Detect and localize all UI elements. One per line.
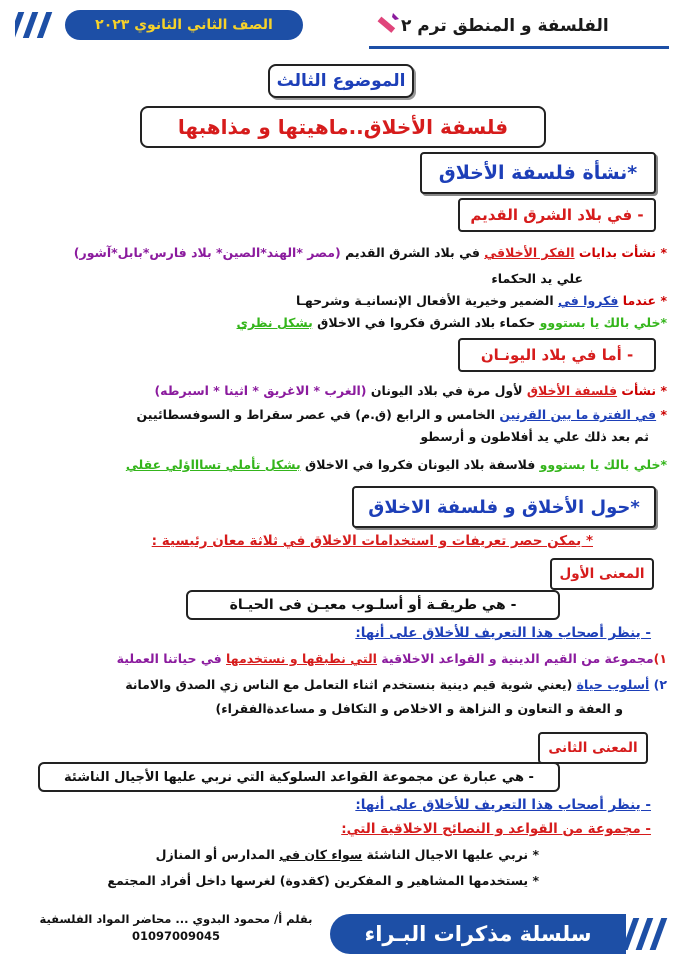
section2-intro: * يمكن حصر تعريفات و استخدامات الاخلاق في ثلاثة معان رئيسية : [151,533,593,549]
meaning1-definition: - هي طريقـة أو أسلـوب معيـن فى الحيـاة [186,590,560,620]
meaning1-view: - ينظر أصحاب هذا التعريف للأخلاق على أنها: [355,625,651,641]
east-line-1: * نشأت بدايات الفكر الأخلاقي في بلاد الشرق القديم (مصر *الهند*الصين* بلاد فارس*بابل*آشور) [73,245,667,260]
greek-line-2: * في الفترة ما بين القرنين الخامس و الرابع (ق.م) في عصر سقراط و السوفسطائيين [136,407,667,422]
east-line-3: * عندما فكروا في الضمير وخيرية الأفعال الإنسانيـة وشرحهـا [295,293,667,308]
topic-title: فلسفة الأخلاق..ماهيتها و مذاهبها [140,106,546,148]
east-heading: - في بلاد الشرق القديم [458,198,656,232]
east-line-2: علي يد الحكماء [491,271,583,286]
greek-line-4: *خلي بالك يا بستووو فلاسفة بلاد اليونان فكروا في الاخلاق بشكل تأملي تساااؤلي عقلي [125,457,667,472]
grade-pill: الصف الثاني الثانوي ٢٠٢٣ [65,10,303,40]
meaning1-label: المعنى الأول [550,558,654,590]
east-line-4: *خلي بالك يا بستووو حكماء بلاد الشرق فكروا في الاخلاق بشكل نظري [236,315,667,330]
greek-line-1: * نشأت فلسفة الأخلاق لأول مرة في بلاد اليونان (الغرب * الاغريق * اثينا * اسبرطه) [154,383,667,398]
topic-label: الموضوع الثالث [268,64,414,98]
header-subject [369,6,669,49]
footer-phone: 01097009045 [131,929,221,943]
meaning2-label: المعنى الثانى [538,732,648,764]
meaning1-point1: ١)مجموعة من القيم الدينية و القواعد الاخلاقية التي نطبقها و نستخدمها في حياتنا العملية [116,651,667,666]
section1-heading: *نشأة فلسفة الأخلاق [420,152,656,194]
decorative-stripes-icon [15,10,65,40]
meaning2-bullet1: * نربي عليها الاجيال الناشئة سواء كان في المدارس أو المنازل [155,847,539,862]
pencil-icon [375,11,401,41]
greek-heading: - أما في بلاد اليونـان [458,338,656,372]
series-banner: سلسلة مذكرات البـراء [330,914,626,954]
meaning2-definition: - هي عبارة عن مجموعة القواعد السلوكية التي نربي عليها الأجيال الناشئة [38,762,560,792]
meaning2-view: - ينظر أصحاب هذا التعريف للأخلاق على أنها: [355,797,651,813]
meaning1-point2: ٢) أسلوب حياة (يعني شوية قيم دينية بنستخدم اثناء التعامل مع الناس زي الصدق والامانة [125,677,667,692]
decorative-stripes-icon [626,916,670,952]
meaning1-point3: و العفة و التعاون و النزاهة و الاخلاص و التكافل و مساعدةالفقراء) [215,701,623,716]
header-grade [8,8,303,42]
meaning2-sub: - مجموعة من القواعد و النصائح الاخلاقية التي: [341,821,651,837]
footer-author: بقلم أ/ محمود البدوي ... محاضر المواد الفلسفية 01097009045 [26,912,326,943]
section2-heading: *حول الأخلاق و فلسفة الاخلاق [352,486,656,528]
subject-title: الفلسفة و المنطق ترم ٢ [401,16,609,36]
footer-series [330,912,670,956]
meaning2-bullet2: * يستخدمها المشاهير و المفكرين (كقدوة) لغرسها داخل أفراد المجتمع [107,873,539,888]
greek-line-3: ثم بعد ذلك علي يد أفلاطون و أرسطو [420,429,649,444]
